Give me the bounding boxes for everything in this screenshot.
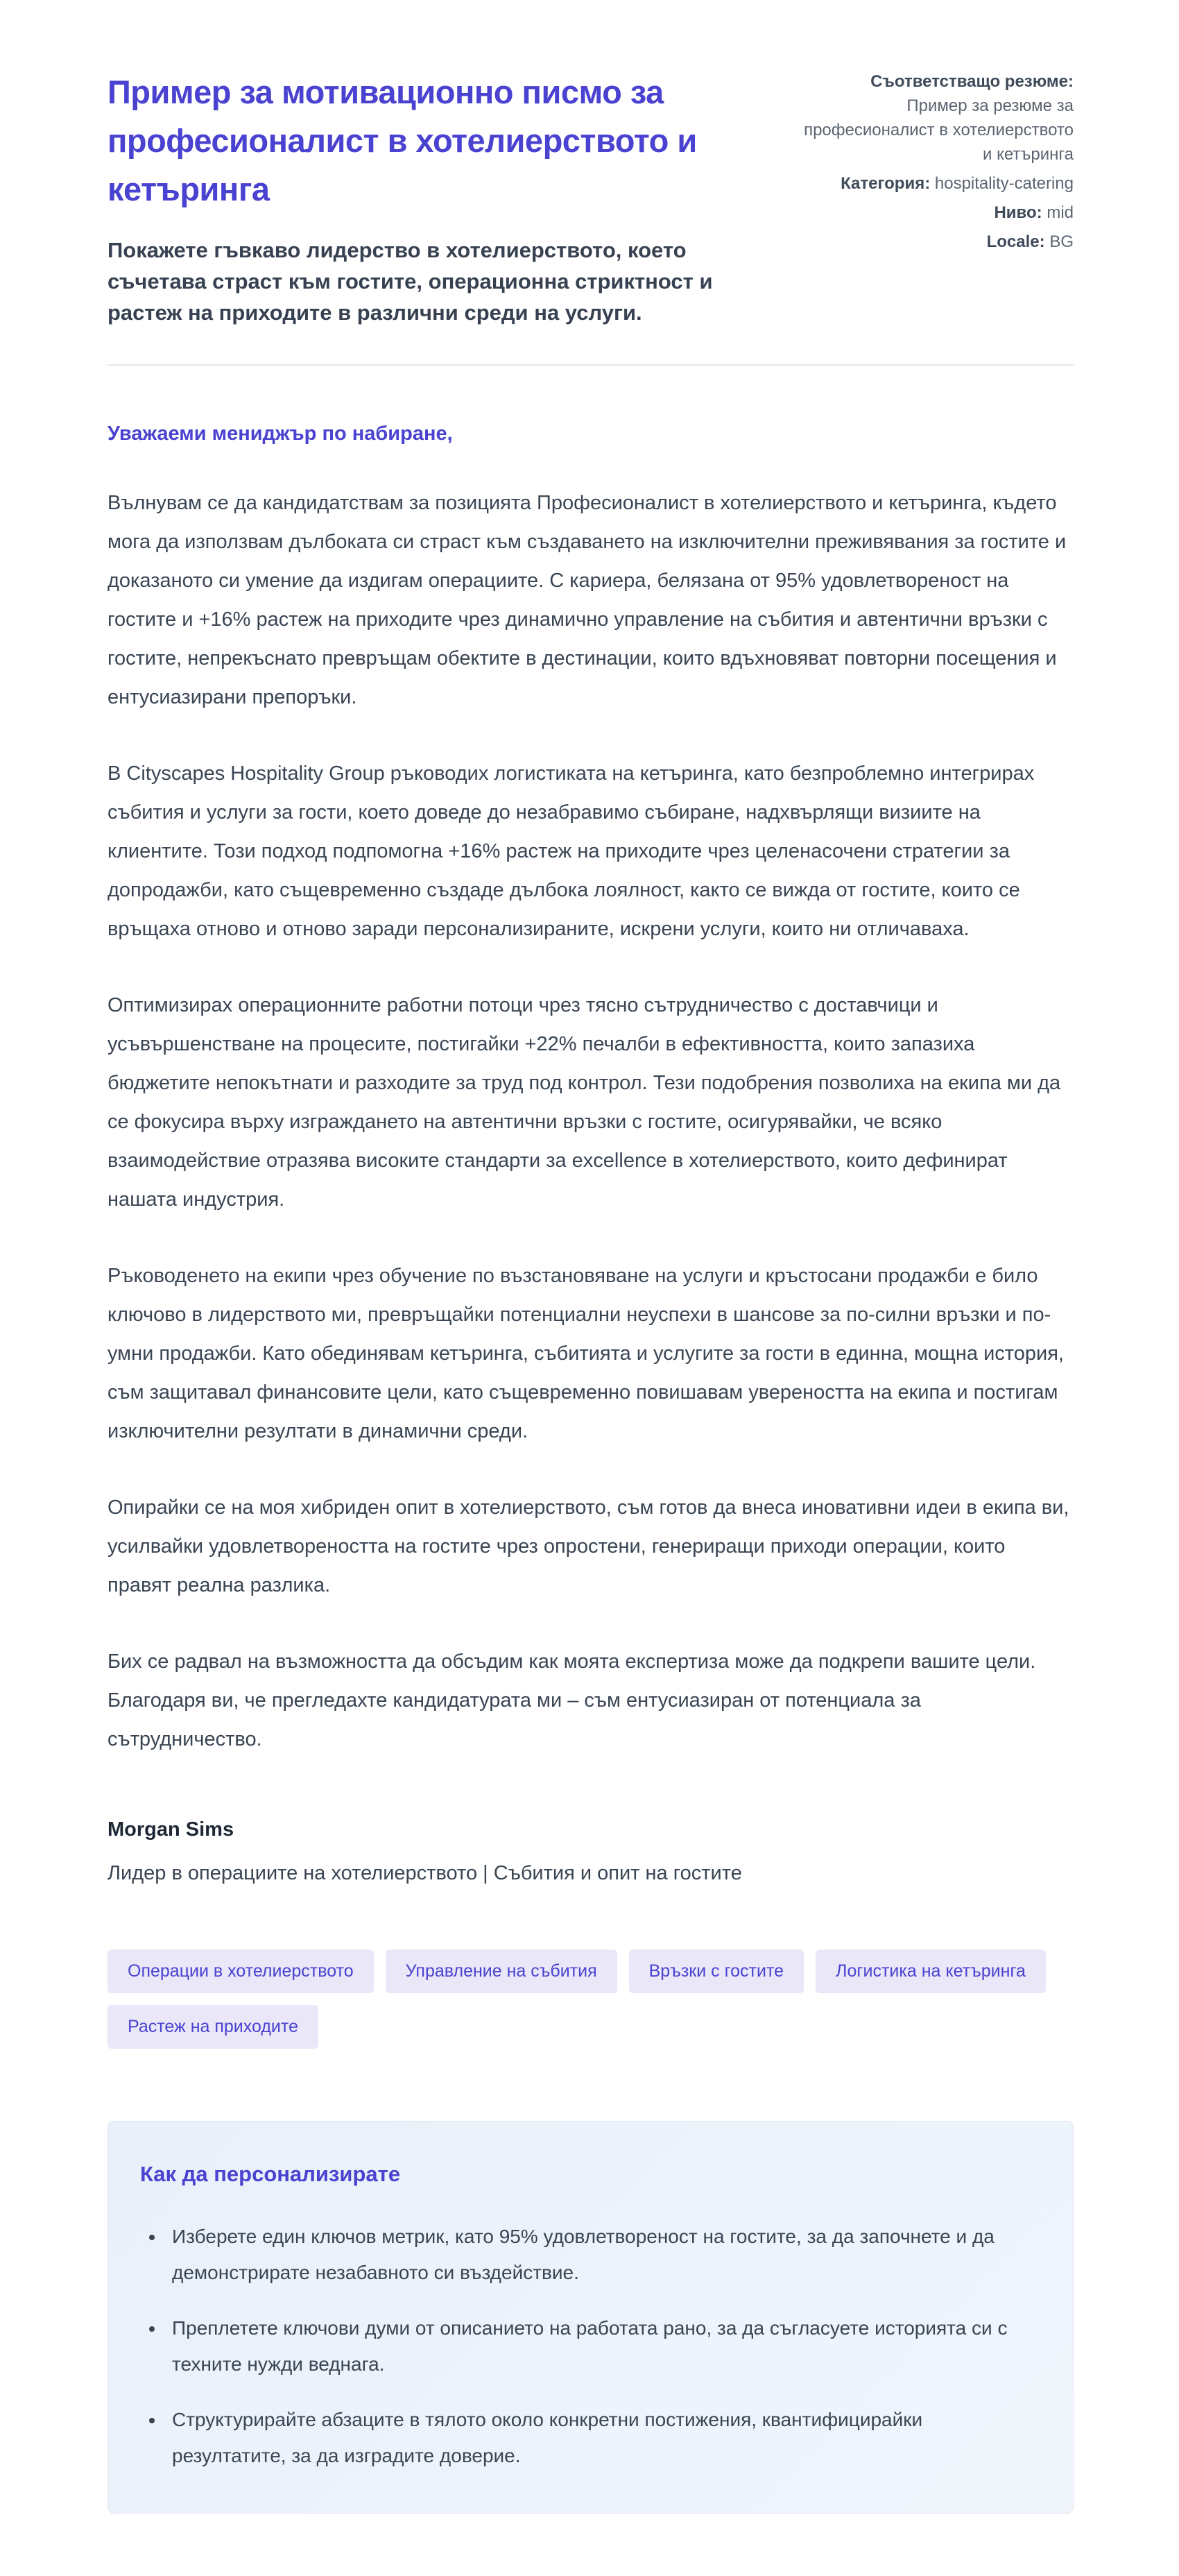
meta-category	[796, 171, 1074, 196]
letter-paragraph: Вълнувам се да кандидатствам за позицията Професионалист в хотелиерството и кетъринга, където мога да използвам дълбоката си страст към създаването на изключителни преживявания за гостите и доказаното си умение да издигам операциите. С кариера, белязана от 95% удовлетвореност на гостите и +16% растеж на приходите чрез динамично управление на събития и автентични връзки с гостите, непрекъснато превръщам обектите в дестинации, които вдъхновяват повторни посещения и ентусиазирани препоръки.	[107, 492, 1067, 708]
skill-tags	[107, 1950, 1074, 2049]
tips-item: • Изберете един ключов метрик, като 95% удовлетвореност на гостите, за да започнете и да демонстрирате незабавното си въздействие.	[165, 2219, 1037, 2291]
tips-list	[140, 2219, 1037, 2474]
skill-tag: Логистика на кетъринга	[816, 1950, 1046, 1993]
signature-block	[107, 1818, 1074, 1887]
signature-name: Morgan Sims	[107, 1818, 234, 1841]
tips-title: Как да персонализирате	[140, 2162, 401, 2186]
letter-paragraph: Бих се радвал на възможността да обсъдим как моята експертиза може да подкрепи вашите цели. Благодаря ви, че прегледахте кандидатурата ми – съм ентусиазиран от потенциала за сътрудничество.	[107, 1650, 1036, 1750]
header-title-block	[107, 68, 768, 328]
tips-item: • Структурирайте абзаците в тялото около конкретни постижения, квантифицирайки резултатите, за да изградите доверие.	[165, 2402, 1037, 2474]
header-divider	[107, 364, 1074, 366]
letter-paragraph: Ръководенето на екипи чрез обучение по възстановяване на услуги и кръстосани продажби е било ключово в лидерството ми, превръщайки потенциални неуспехи в шансове за по-силни връзки и по-умни продажби. Като обединявам кетъринга, събитията и услугите за гости в единна, мощна история, съм защитавал финансовите цели, като същевременно повишавам увереността на екипа и постигам изключителни резултати в динамични среди.	[107, 1265, 1064, 1442]
meta-level-value: mid	[1047, 203, 1074, 222]
skill-tag: Връзки с гостите	[629, 1950, 804, 1993]
page-subtitle: Покажете гъвкаво лидерство в хотелиерството, което съчетава страст към гостите, операционна стриктност и растеж на приходите в различни среди на услуги.	[107, 238, 713, 325]
letter-paragraph: Оптимизирах операционните работни потоци чрез тясно сътрудничество с доставчици и усъвършенстване на процесите, постигайки +22% печалби в ефективността, които запазиха бюджетите непокътнати и разходите за труд под контрол. Тези подобрения позволиха на екипа ми да се фокусира върху изграждането на автентични връзки с гостите, осигурявайки, че всяко взаимодействие отразява високите стандарти за excellence в хотелиерството, които дефинират нашата индустрия.	[107, 994, 1061, 1211]
meta-resume-label: Съответстващо резюме:	[870, 72, 1074, 91]
meta-panel	[796, 68, 1074, 328]
letter-body	[107, 421, 1074, 1759]
skill-tag: Растеж на приходите	[107, 2005, 318, 2049]
tips-panel	[107, 2121, 1074, 2514]
meta-locale-label: Locale:	[986, 232, 1045, 251]
signature-role: Лидер в операциите на хотелиерството | Събития и опит на гостите	[107, 1862, 742, 1884]
meta-locale-value: BG	[1049, 232, 1074, 251]
skill-tag: Управление на събития	[386, 1950, 617, 1993]
letter-paragraph: Опирайки се на моя хибриден опит в хотелиерството, съм готов да внеса иновативни идеи в екипа ви, усилвайки удовлетвореността на гостите чрез опростени, генериращи приходи операции, които правят реална разлика.	[107, 1496, 1069, 1596]
letter-greeting: Уважаеми мениджър по набиране,	[107, 423, 453, 445]
page-header	[107, 68, 1074, 328]
page-title: Пример за мотивационно писмо за професионалист в хотелиерството и кетъринга	[107, 74, 697, 207]
meta-locale	[796, 230, 1074, 254]
meta-resume	[796, 69, 1074, 167]
meta-level-label: Ниво:	[994, 203, 1042, 222]
meta-category-label: Категория:	[841, 174, 931, 193]
skill-tag: Операции в хотелиерството	[107, 1950, 374, 1993]
tips-item: • Преплетете ключови думи от описанието на работата рано, за да съгласуете историята си с техните нужди веднага.	[165, 2310, 1037, 2382]
meta-resume-link[interactable]: Пример за резюме за професионалист в хотелиерството и кетъринга	[804, 96, 1074, 164]
meta-level	[796, 201, 1074, 225]
letter-paragraph: В Cityscapes Hospitality Group ръководих логистиката на кетъринга, като безпроблемно интегрирах събития и услуги за гости, което доведе до незабравимо събиране, надхвърлящи визиите на клиентите. Този подход подпомогна +16% растеж на приходите чрез целенасочени стратегии за допродажби, като същевременно създаде дълбока лоялност, както се вижда от гостите, които се връщаха отново и отново заради персонализираните, искрени услуги, които ни отличаваха.	[107, 762, 1035, 940]
meta-category-value: hospitality-catering	[934, 174, 1074, 193]
